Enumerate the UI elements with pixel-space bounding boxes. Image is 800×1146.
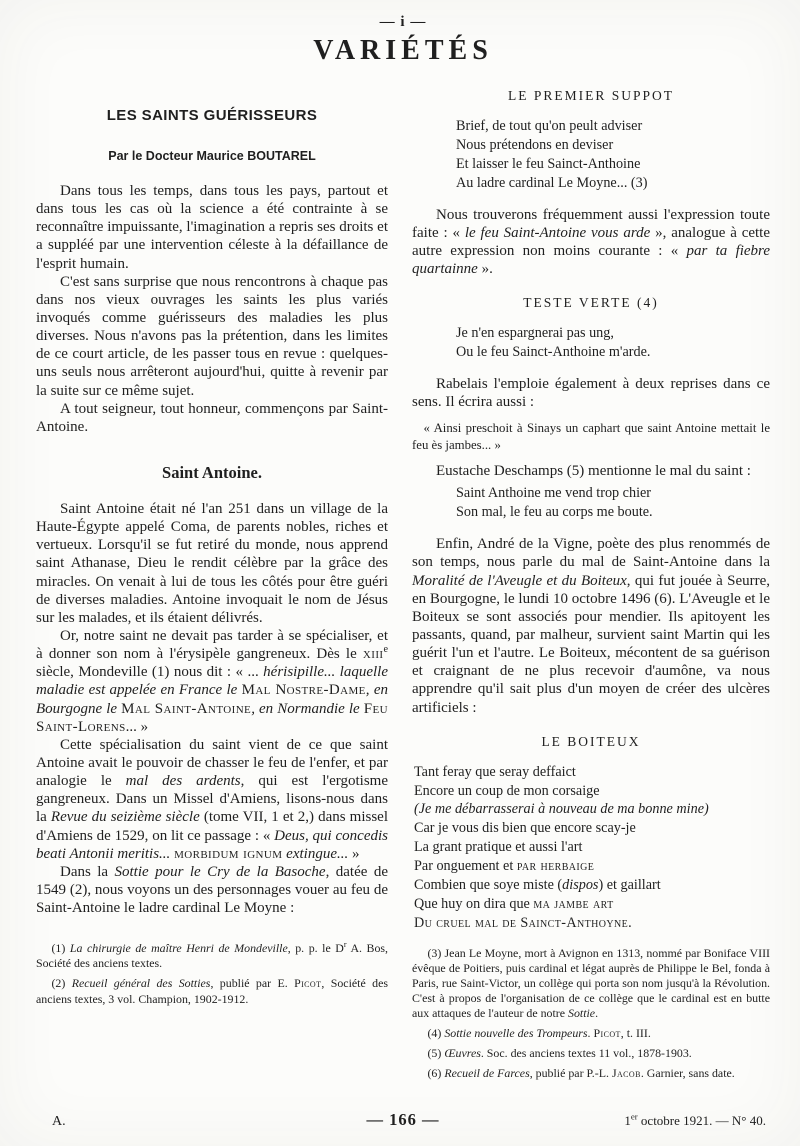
footnote: (3) Jean Le Moyne, mort à Avignon en 1313, nommé par Boniface VIII évêque de Poitiers, puis cardinal et légat auprès de Philippe le Bel, fonda à Paris, rue Saint-Victor, un collège qui porta son nom jusqu'à la Révolution. C'est à propos de l'organisation de ce collège que le cardinal est en butte aux attaques de l'auteur de notre Sottie. [412, 945, 770, 1020]
paragraph: Or, notre saint ne devait pas tarder à se spécialiser, et à donner son nom à l'érysipèle gangreneux. Dès le xiii$^e$ siècle, Mondeville (1) nous dit : « ... hérisipille... laquelle maladie est appelée en France le Mal Nostre-Dame, en Bourgogne le Mal Saint-Antoine, en Normandie le Feu Saint-Lorens... » [36, 627, 388, 735]
footnote: (2) Recueil général des Sotties, publié par E. Picot, Société des anciens textes, 3 vol. Champion, 1902-1912. [36, 976, 388, 1006]
article-title: LES SAINTS GUÉRISSEURS [106, 107, 318, 124]
footnote: (5) Œuvres. Soc. des anciens textes 11 vol., 1878-1903. [427, 1046, 692, 1061]
section-heading: Saint Antoine. [162, 462, 262, 482]
page-footer [36, 1110, 770, 1130]
right-column-text [412, 88, 770, 1081]
paragraph: Eustache Deschamps (5) mentionne le mal du saint : [436, 463, 751, 480]
page-number: — 166 — [366, 1110, 440, 1129]
verse-block [456, 484, 770, 522]
paragraph: Saint Antoine était né l'an 251 dans un village de la Haute-Égypte appelé Coma, de parents nobles, riches et vertueux. Lorsqu'il se fut retiré du monde, nous apprend saint Athanase, Dieu le rendit célèbre par la grâce des miracles. On venait à lui de tous les côtés pour être guéri de diverses maladies. Antoine invoquait le nom de Jésus sur les malades, et ils étaient délivrés. [36, 500, 388, 626]
verse-line: Au ladre cardinal Le Moyne... (3) [456, 174, 648, 191]
verse-line: Saint Anthoine me vend trop chier [456, 485, 652, 502]
paragraph: Rabelais l'emploie également à deux reprises dans ce sens. Il écrira aussi : [412, 375, 770, 410]
verse-line: Je n'en espargnerai pas ung, [456, 325, 614, 342]
left-column-text [36, 182, 388, 1007]
page-header [36, 14, 770, 67]
verse-line: Nous prétendons en deviser [456, 136, 614, 153]
verse-line: Encore un coup de mon corsaige [414, 782, 600, 799]
verse-line: Car je vous dis bien que encore scay-je [414, 820, 636, 837]
verse-line: Brief, de tout qu'on peult adviser [456, 118, 643, 134]
footnote: (4) Sottie nouvelle des Trompeurs. Picot, t. III. [427, 1026, 651, 1041]
verse-block [414, 763, 770, 933]
paragraph: Dans tous les temps, dans tous les pays, partout et dans tous les cas où la science a été contrainte à se reconnaître impuissante, l'imagination a repris ses droits et a suppléé par une intervention céleste à la défaillance de l'esprit humain. [36, 183, 388, 272]
verse-line: Par onguement et par herbaige [414, 858, 595, 875]
footer-signature: A. [52, 1114, 66, 1129]
page-title: VARIÉTÉS [313, 35, 493, 66]
paragraph: C'est sans surprise que nous rencontrons à chaque pas dans nos vieux ouvrages les saints les plus variés invoqués comme guérisseurs des maladies les plus diverses. Nous n'avons pas la prétention, dans les limites de ce court article, de les passer tous en revue : quelques-uns seuls nous arrêteront aujourd'hui, quitte à revenir par la suite sur ce même sujet. [36, 273, 388, 399]
verse-line: Son mal, le feu au corps me boute. [456, 504, 653, 521]
two-column-layout [36, 71, 770, 1093]
verse-caption: LE PREMIER SUPPOT [507, 88, 675, 103]
verse-line: Du cruel mal de Sainct-Anthoyne. [414, 914, 633, 931]
paragraph: Nous trouverons fréquemment aussi l'expression toute faite : « le feu Saint-Antoine vous arde », analogue à cette autre expression non moins courante : « par ta fiebre quartainne ». [412, 206, 770, 277]
verse-line: La grant pratique et aussi l'art [414, 839, 583, 856]
verse-block [456, 324, 770, 362]
verse-line: Combien que soye miste (dispos) et gaillart [414, 876, 661, 893]
footnote: (1) La chirurgie de maître Henri de Mondeville, p. p. le $D^r$ A. Bos, Société des anciens textes. [36, 940, 389, 971]
verse-line: Et laisser le feu Sainct-Anthoine [456, 155, 641, 172]
verse-line: Tant feray que seray deffaict [414, 763, 576, 780]
left-column [36, 71, 388, 1093]
paragraph: A tout seigneur, tout honneur, commençons par Saint-Antoine. [36, 400, 388, 435]
verse-line: Que huy on dira que ma jambe art [414, 895, 614, 912]
section-number: — i — [379, 14, 427, 30]
verse-line: Ou le feu Sainct-Anthoine m'arde. [456, 343, 651, 360]
paragraph: Cette spécialisation du saint vient de ce que saint Antoine avait le pouvoir de chasser le feu de l'enfer, et par analogie le mal des ardents, qui est l'ergotisme gangreneux. Dans un Missel d'Amiens, lisons-nous dans la Revue du seizième siècle (tome VII, 1 et 2,) dans missel d'Amiens de 1529, on lit ce passage : « Deus, qui concedis beati Antonii meritis... morbidum ignum extingue... » [36, 736, 388, 862]
inline-quote: « Ainsi preschoit à Sinays un caphart que saint Antoine mettait le feu ès jambes... » [412, 421, 770, 452]
paragraph: Enfin, André de la Vigne, poète des plus renommés de son temps, nous parle du mal de Saint-Antoine dans la Moralité de l'Aveugle et du Boiteux, qui fut jouée à Seurre, en Bourgogne, le lundi 10 octobre 1496 (6). L'Aveugle et le Boiteux se sont associés pour mendier. Ils apitoyent les passants, quand, par malheur, survient saint Martin qui les guérit l'un et l'autre. Le Boiteux, mécontent de sa guérison et craignant de ne plus recevoir d'aumône, va nous apprendre qu'il sait plus d'un moyen de créer des ulcères artificiels : [412, 536, 770, 716]
verse-block [456, 117, 770, 193]
footnote: (6) Recueil de Farces, publié par P.-L. Jacob. Garnier, sans date. [427, 1066, 735, 1081]
article-byline: Par le Docteur Maurice BOUTAREL [108, 149, 316, 163]
paragraph: Dans la Sottie pour le Cry de la Basoche, datée de 1549 (2), nous voyons un des personnages vouer au feu de Saint-Antoine le ladre cardinal Le Moyne : [36, 863, 388, 917]
verse-caption: TESTE VERTE (4) [523, 295, 659, 311]
right-column [412, 71, 770, 1093]
verse-caption: LE BOITEUX [541, 733, 641, 749]
issue-date: 1er octobre 1921. — N° 40. [624, 1111, 766, 1128]
verse-line: (Je me débarrasserai à nouveau de ma bonne mine) [414, 801, 709, 818]
